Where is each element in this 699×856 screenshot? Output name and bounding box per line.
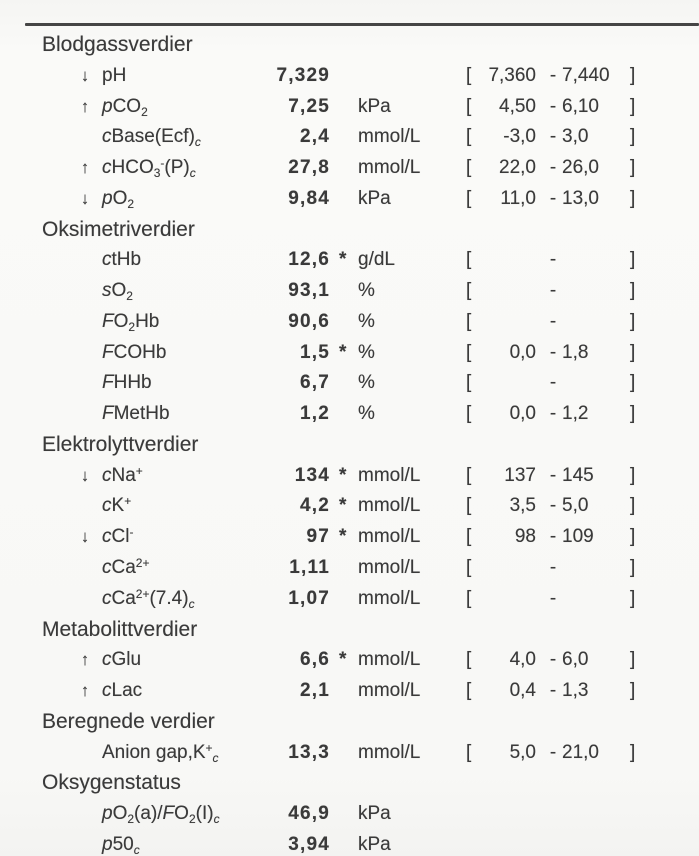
seg: c [194,135,201,150]
seg: pH [102,64,127,86]
param-label [102,307,159,338]
param-value: 7,25 [288,95,330,117]
seg: O [112,187,128,209]
row-ph [0,61,699,92]
seg: + [205,740,213,755]
row-fhhb [0,368,699,399]
range-bracket-open: [ [466,372,472,394]
range-dash: - [549,249,557,271]
param-label [102,276,133,307]
abnormal-flag: * [339,526,347,548]
param-unit: mmol/L [358,157,421,179]
seg: - [160,156,165,171]
param-unit: % [358,372,375,394]
range-high: 3,0 [562,126,589,148]
seg: c [102,126,112,148]
param-unit: % [358,341,375,363]
range-bracket-close: ] [630,649,636,671]
param-value: 3,94 [288,833,330,855]
seg: Ca [111,557,136,579]
seg: c [102,495,112,517]
row-fmethb [0,399,699,430]
seg: HCO [111,157,154,179]
seg: (P) [164,157,190,179]
seg: K [111,495,125,517]
range-bracket-close: ] [630,403,636,425]
param-value: 27,8 [288,157,330,179]
param-unit: % [358,310,375,332]
seg: Hb [135,310,160,332]
seg: O [112,803,128,825]
param-unit: kPa [358,803,391,825]
range-bracket-open: [ [466,280,472,302]
range-dash: - [549,280,557,302]
param-unit: mmol/L [358,126,421,148]
param-label [102,153,196,184]
range-bracket-close: ] [630,280,636,302]
range-bracket-open: [ [466,464,472,486]
param-value: 1,5 [299,341,330,363]
param-label [102,553,149,584]
param-label [102,61,126,92]
range-high: 26,0 [562,157,599,179]
seg: c [189,166,196,181]
range-bracket-close: ] [630,187,636,209]
param-value: 97 [306,526,330,548]
param-unit: mmol/L [358,680,421,702]
range-dash: - [549,64,557,86]
abnormal-flag: * [339,341,347,363]
range-bracket-close: ] [630,741,636,763]
seg: 2 [188,812,196,827]
seg: + [124,494,132,509]
range-bracket-open: [ [466,249,472,271]
section-title: Elektrolyttverdier [42,432,199,456]
range-bracket-open: [ [466,649,472,671]
seg: Anion gap,K [102,741,206,763]
seg: HHb [113,372,152,394]
range-high: 13,0 [562,187,599,209]
top-rule-divider [25,23,699,26]
seg: (a)/ [134,803,163,825]
param-value: 2,4 [299,126,330,148]
range-bracket-open: [ [466,310,472,332]
section-oksimetriverdier [0,215,699,246]
param-unit: mmol/L [358,526,421,548]
range-high: 5,0 [562,495,589,517]
seg: Lac [111,680,143,702]
range-bracket-open: [ [466,187,472,209]
range-low: 22,0 [499,157,536,179]
range-bracket-open: [ [466,526,472,548]
param-label [102,522,133,553]
seg: O [174,803,189,825]
seg: Cl [111,526,130,548]
seg: s [102,280,112,302]
range-dash: - [549,403,557,425]
param-label [102,830,140,856]
seg: c [102,680,112,702]
param-label [102,461,143,492]
seg: 2 [128,319,136,334]
param-value: 6,6 [299,649,330,671]
seg: 2 [127,196,135,211]
high-arrow-icon: ↑ [80,158,90,178]
range-low: -3,0 [503,126,536,148]
range-dash: - [549,741,557,763]
seg: Glu [111,649,142,671]
param-unit: mmol/L [358,587,421,609]
range-high: 1,8 [562,341,589,363]
range-low: 0,0 [509,403,536,425]
seg: 3 [153,166,161,181]
range-bracket-close: ] [630,372,636,394]
row-cna [0,461,699,492]
range-high: 1,2 [562,403,589,425]
param-value: 46,9 [288,803,330,825]
section-title: Oksygenstatus [42,771,181,795]
range-bracket-open: [ [466,126,472,148]
range-low: 0,0 [509,341,536,363]
seg: tHb [111,249,142,271]
param-value: 12,6 [288,249,330,271]
seg: 2 [127,812,135,827]
abnormal-flag: * [339,249,347,271]
param-value: 1,07 [288,587,330,609]
range-low: 3,5 [509,495,536,517]
range-low: 4,0 [509,649,536,671]
low-arrow-icon: ↓ [80,465,90,485]
row-pco2 [0,92,699,123]
high-arrow-icon: ↑ [80,96,90,116]
seg: c [102,157,112,179]
param-value: 134 [294,464,330,486]
range-bracket-open: [ [466,495,472,517]
param-unit: mmol/L [358,495,421,517]
seg: c [102,557,112,579]
range-bracket-close: ] [630,680,636,702]
range-bracket-close: ] [630,464,636,486]
range-dash: - [549,464,557,486]
range-low: 7,360 [488,64,536,86]
seg: F [102,310,114,332]
seg: + [135,463,143,478]
row-cca [0,553,699,584]
row-chco3-p [0,153,699,184]
range-low: 137 [504,464,536,486]
seg: O [111,280,127,302]
range-dash: - [549,310,557,332]
seg: c [102,464,112,486]
param-label [102,399,170,430]
param-unit: % [358,403,375,425]
range-dash: - [549,157,557,179]
range-high: 6,0 [562,649,589,671]
range-bracket-open: [ [466,157,472,179]
row-cglu [0,645,699,676]
seg: c [213,812,220,827]
param-label [102,92,148,123]
range-dash: - [549,187,557,209]
param-value: 6,7 [299,372,330,394]
seg: - [129,525,134,540]
range-low: 98 [514,526,536,548]
seg: CO [112,95,142,117]
abnormal-flag: * [339,495,347,517]
high-arrow-icon: ↑ [80,681,90,701]
range-bracket-close: ] [630,587,636,609]
row-cca-74 [0,584,699,615]
param-unit: mmol/L [358,464,421,486]
range-bracket-close: ] [630,157,636,179]
param-unit: kPa [358,95,391,117]
range-high: 7,440 [562,64,610,86]
param-label [102,184,134,215]
row-po2a-fo2i [0,799,699,830]
range-bracket-close: ] [630,64,636,86]
row-cthb [0,245,699,276]
section-title: Oksimetriverdier [42,217,195,241]
seg: F [102,341,114,363]
abnormal-flag: * [339,649,347,671]
section-elektrolyttverdier [0,430,699,461]
range-bracket-close: ] [630,249,636,271]
param-value: 1,2 [299,403,330,425]
param-value: 7,329 [276,64,330,86]
range-dash: - [549,95,557,117]
seg: 2+ [135,586,150,601]
range-high: 109 [562,526,594,548]
seg: p [102,187,113,209]
seg: c [212,750,219,765]
low-arrow-icon: ↓ [80,188,90,208]
range-high: 145 [562,464,594,486]
row-ccl [0,522,699,553]
range-dash: - [549,372,557,394]
param-value: 2,1 [299,680,330,702]
section-metabolittverdier [0,615,699,646]
range-bracket-open: [ [466,680,472,702]
seg: (7.4) [149,587,189,609]
range-low: 11,0 [500,187,536,209]
range-dash: - [549,680,557,702]
seg: O [113,310,129,332]
param-label [102,584,195,615]
range-bracket-close: ] [630,95,636,117]
range-bracket-open: [ [466,741,472,763]
seg: Base(Ecf) [111,126,195,148]
param-unit: g/dL [358,249,395,271]
row-ck [0,491,699,522]
param-value: 1,11 [289,557,330,579]
seg: c [188,596,195,611]
row-p50 [0,830,699,856]
range-low: 5,0 [509,741,536,763]
seg: c [102,249,112,271]
row-po2 [0,184,699,215]
seg: 2 [126,289,133,304]
row-cbase-ecf [0,122,699,153]
seg: c [102,587,112,609]
param-label [102,491,131,522]
param-unit: mmol/L [358,557,421,579]
range-dash: - [549,341,557,363]
range-bracket-close: ] [630,495,636,517]
range-dash: - [549,587,557,609]
seg: COHb [113,341,167,363]
range-dash: - [549,495,557,517]
range-bracket-close: ] [630,126,636,148]
param-value: 4,2 [299,495,330,517]
param-unit: kPa [358,187,391,209]
param-label [102,245,141,276]
low-arrow-icon: ↓ [80,527,90,547]
row-fo2hb [0,307,699,338]
row-clac [0,676,699,707]
param-unit: % [358,280,375,302]
range-bracket-open: [ [466,587,472,609]
seg: F [162,803,175,825]
range-low: 0,4 [509,680,536,702]
param-label [102,122,201,153]
param-label [102,368,152,399]
range-bracket-open: [ [466,557,472,579]
high-arrow-icon: ↑ [80,650,90,670]
section-beregnede-verdier [0,707,699,738]
seg: MetHb [113,403,170,425]
low-arrow-icon: ↓ [80,65,90,85]
seg: F [102,403,114,425]
seg: c [133,842,140,856]
range-high: 1,3 [562,680,589,702]
range-low: 4,50 [499,95,536,117]
range-bracket-close: ] [630,341,636,363]
param-label [102,338,166,369]
range-high: 21,0 [562,741,599,763]
abnormal-flag: * [339,464,347,486]
seg: Na [111,464,136,486]
range-bracket-open: [ [466,403,472,425]
section-blodgassverdier [0,30,699,61]
range-dash: - [549,557,557,579]
seg: p [102,95,113,117]
section-title: Blodgassverdier [42,33,193,56]
seg: F [102,372,114,394]
range-bracket-open: [ [466,341,472,363]
range-bracket-open: [ [466,64,472,86]
param-value: 93,1 [288,280,330,302]
range-bracket-close: ] [630,526,636,548]
range-dash: - [549,526,557,548]
seg: Ca [111,587,136,609]
section-oksygenstatus [0,768,699,799]
range-bracket-close: ] [630,557,636,579]
results-table [0,30,699,856]
section-title: Beregnede verdier [42,709,215,733]
param-label [102,645,141,676]
row-fcohb [0,338,699,369]
param-value: 9,84 [288,187,330,209]
seg: 2+ [135,556,150,571]
param-value: 13,3 [288,741,330,763]
row-anion-gap [0,738,699,769]
param-label [102,676,142,707]
seg: c [102,526,112,548]
range-dash: - [549,126,557,148]
param-value: 90,6 [288,310,330,332]
range-dash: - [549,649,557,671]
seg: p [102,833,113,855]
range-bracket-close: ] [630,310,636,332]
section-title: Metabolittverdier [42,617,198,641]
param-unit: kPa [358,833,391,855]
seg: p [102,803,113,825]
param-unit: mmol/L [358,649,421,671]
seg: c [102,649,112,671]
param-unit: mmol/L [358,741,421,763]
row-so2 [0,276,699,307]
seg: 50 [112,833,134,855]
range-high: 6,10 [562,95,599,117]
seg: (I) [195,803,214,825]
seg: 2 [141,104,148,119]
range-bracket-open: [ [466,95,472,117]
